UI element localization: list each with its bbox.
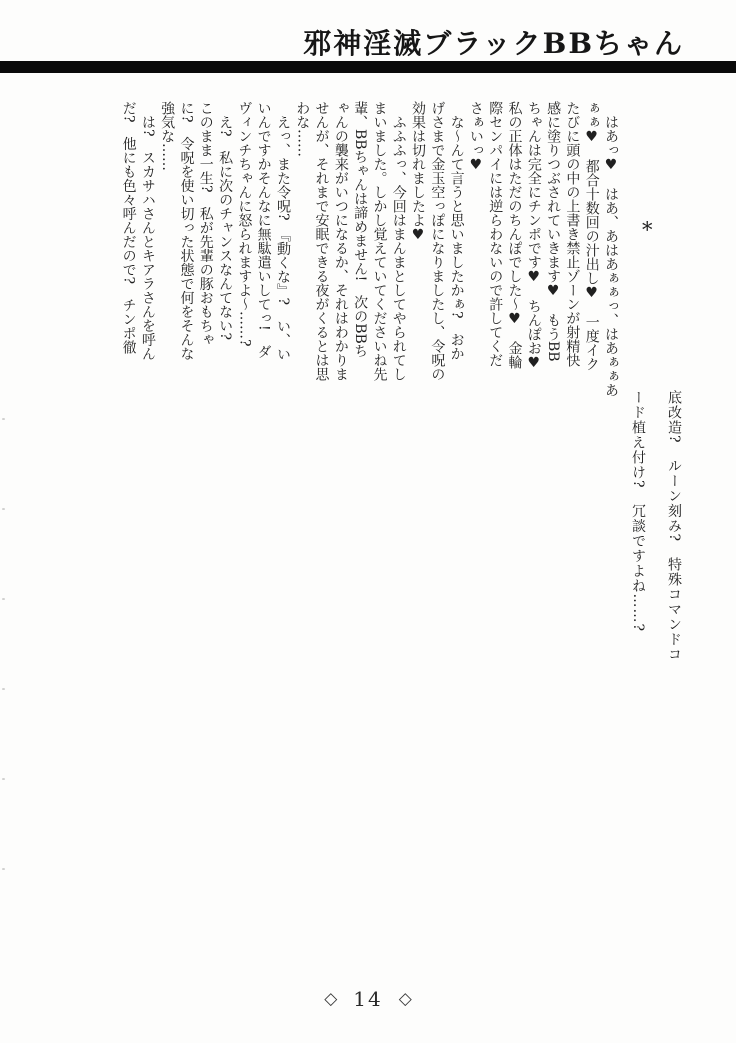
text-column: え? 私に次のチャンスなんてない? bbox=[217, 101, 234, 341]
continuation-text-block bbox=[620, 390, 692, 676]
scan-artifact bbox=[2, 868, 5, 870]
text-column: 感に塗りつぶされていきます♥ もうBB bbox=[545, 101, 562, 362]
main-text-block bbox=[118, 101, 620, 401]
text-column: 底改造? ルーン刻み? 特殊コマンドコ bbox=[666, 390, 682, 663]
text-column: いんですかそんなに無駄遣いしてっ! ダ bbox=[255, 101, 272, 359]
page-header-title: 邪神淫滅ブラックBBちゃん bbox=[303, 27, 684, 60]
scan-artifact bbox=[2, 778, 5, 780]
text-column: 私の正体はただのちんぽでした〜♥ 金輪 bbox=[506, 101, 523, 369]
text-column: ゃんの襲来がいつになるか、それはわかりま bbox=[332, 101, 349, 381]
scan-artifact bbox=[2, 598, 5, 600]
text-column: 輩、BBちゃんは諦めません! 次のBBち bbox=[352, 101, 369, 358]
text-column: に? 令呪を使い切った状態で何をそんな bbox=[178, 101, 195, 361]
text-column: せんが、それまで安眠できる夜がくるとは思 bbox=[313, 101, 330, 381]
page-footer bbox=[0, 987, 736, 1011]
text-column: たびに頭の中の上書き禁止ゾーンが射精快 bbox=[564, 101, 581, 367]
text-column: だ? 他にも色々呼んだので? チンポ徹 bbox=[120, 101, 137, 355]
page-number: 14 bbox=[353, 987, 383, 1011]
text-column: このまま一生? 私が先輩の豚おもちゃ bbox=[197, 101, 214, 347]
text-column: まいました。しかし覚えていてくださいね先 bbox=[371, 101, 388, 381]
text-column: ぁぁ♥ 都合十数回の汁出し♥ 一度イク bbox=[583, 101, 600, 371]
text-column: ヴィンチちゃんに怒られますよ〜……? bbox=[236, 101, 253, 347]
scan-artifact bbox=[2, 688, 5, 690]
footer-diamond-right: ◇ bbox=[398, 989, 412, 1009]
text-column: 強気な…… bbox=[159, 101, 176, 171]
text-column: 際センパイには逆らわないので許してくだ bbox=[487, 101, 504, 367]
header-divider-bar bbox=[0, 61, 736, 73]
text-column: ちゃんは完全にチンポです♥ ちんぽお♥ bbox=[525, 101, 542, 371]
text-column: げさまで金玉空っぽになりましたし、令呪の bbox=[429, 101, 446, 381]
text-column: ふふふっ、今回はまんまとしてやられてし bbox=[390, 101, 407, 381]
text-column: は? スカサハさんとキアラさんを呼ん bbox=[139, 101, 156, 361]
footer-diamond-left: ◇ bbox=[324, 989, 338, 1009]
text-column: わな…… bbox=[294, 101, 311, 157]
section-break-asterisk: * bbox=[642, 218, 653, 242]
text-column: さぁいっ♥ bbox=[467, 101, 484, 173]
text-column: えっ、また令呪? 『動くな』? い、い bbox=[274, 101, 291, 362]
text-column: ード植え付け? 冗談ですよね……? bbox=[630, 390, 646, 633]
text-column: はあっ♥ はあ、あはあぁぁっ、はあぁぁあ bbox=[603, 101, 619, 397]
text-column: 効果は切れましたよ♥ bbox=[410, 101, 427, 243]
scan-artifact bbox=[2, 418, 5, 420]
text-column: な〜んて言うと思いましたかぁ? おか bbox=[448, 101, 465, 361]
scan-artifact bbox=[2, 508, 5, 510]
